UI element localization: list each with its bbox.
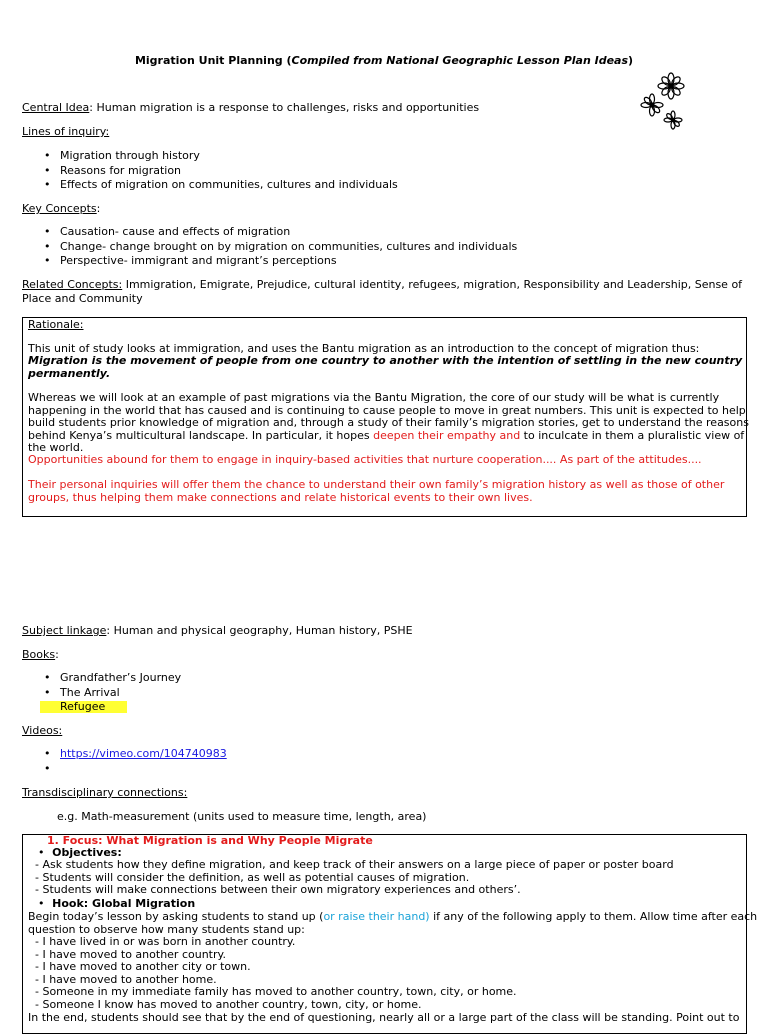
list-item: - Someone in my immediate family has moved to another country, town, city, or home. [35,985,517,998]
rationale-opportunities: Opportunities abound for them to engage in inquiry-based activities that nurture cooperation.... As part of the attitudes.... [28,453,702,466]
rationale-paragraph: Whereas we will look at an example of past migrations via the Bantu Migration, the core of our study will be what is currently happening in the world that has caused and is continuing to cause people to move in great numbers. This unit is expected to help build students prior knowledge of migration and, through a study of their family’s migration stories, get to understand the reasons behind Kenya’s multicultural landscape. In particular, it hopes deepen their empathy and to inculcate in them a pluralistic view of the world. [28,391,749,454]
objectives-list [35,859,674,897]
list-item: • Change- change brought on by migration on communities, cultures and individuals [22,240,517,255]
list-item: - Ask students how they define migration, and keep track of their answers on a large piece of paper or poster board [35,858,674,871]
list-item: - Students will consider the definition, as well as potential causes of migration. [35,870,470,884]
transdisciplinary-example: e.g. Math-measurement (units used to measure time, length, area) [57,810,427,823]
list-item: • Refugee [22,700,60,715]
lesson-closing: In the end, students should see that by the end of questioning, nearly all or a large part of the class will be standing. Point out to [28,1011,740,1024]
books-list [22,671,181,715]
rationale-box [22,317,747,517]
list-item: • Reasons for migration [22,164,398,179]
list-item [22,762,227,777]
lines-of-inquiry-list [22,149,398,193]
flower-doodle-icon [638,70,694,132]
list-item: • Grandfather’s Journey [22,671,181,686]
list-item: - I have moved to another country. [35,947,226,961]
subject-linkage: Subject linkage: Human and physical geography, Human history, PSHE [22,624,413,637]
list-item: • Migration through history [22,149,398,164]
list-item: - I have moved to another city or town. [35,960,251,973]
rationale-inquiries: Their personal inquiries will offer them the chance to understand their own family’s migration history as well as those of other groups, thus helping them make connections and relate historical events to their own lives. [28,478,725,504]
objectives-heading: • Objectives: [38,846,122,859]
related-concepts: Related Concepts: Immigration, Emigrate, Prejudice, cultural identity, refugees, migration, Responsibility and Leadership, Sense of Place and Community [22,278,743,305]
hook-intro: Begin today’s lesson by asking students to stand up (or raise their hand) if any of the following apply to them. Allow time after each question to observe how many students stand up: [28,910,758,936]
list-item: - Students will make connections between their own migratory experiences and others’. [35,883,521,896]
lesson-focus: 1. Focus: What Migration is and Why People Migrate [47,834,373,847]
transdisciplinary-heading: Transdisciplinary connections: [22,786,188,799]
rationale-heading: Rationale: [28,318,84,331]
central-idea: Central Idea: Human migration is a response to challenges, risks and opportunities [22,101,480,114]
list-item [22,747,227,762]
list-item: • Perspective- immigrant and migrant’s perceptions [22,254,517,269]
page-title: Migration Unit Planning (Compiled from National Geographic Lesson Plan Ideas) [134,54,634,67]
videos-heading: Videos: [22,724,63,737]
list-item: • The Arrival [22,686,181,701]
list-item: • Effects of migration on communities, cultures and individuals [22,178,398,193]
list-item: - I have moved to another home. [35,972,217,986]
list-item: - I have lived in or was born in another country. [35,935,296,948]
books-heading: Books: [22,648,59,661]
video-link[interactable]: https://vimeo.com/104740983 [60,747,227,760]
list-item: • Causation- cause and effects of migration [22,225,517,240]
videos-list [22,747,227,776]
hook-heading: • Hook: Global Migration [38,897,196,910]
key-concepts-heading: Key Concepts: [22,202,101,215]
hook-questions [35,936,517,1011]
key-concepts-list [22,225,517,269]
rationale-intro: This unit of study looks at immigration, and uses the Bantu migration as an introduction to the concept of migration thus: [28,342,700,355]
migration-definition: Migration is the movement of people from one country to another with the intention of settling in the new country permanently. [28,354,743,380]
list-item: - Someone I know has moved to another country, town, city, or home. [35,997,422,1011]
lesson-box [22,834,758,1034]
lines-of-inquiry-heading: Lines of inquiry: [22,125,110,138]
